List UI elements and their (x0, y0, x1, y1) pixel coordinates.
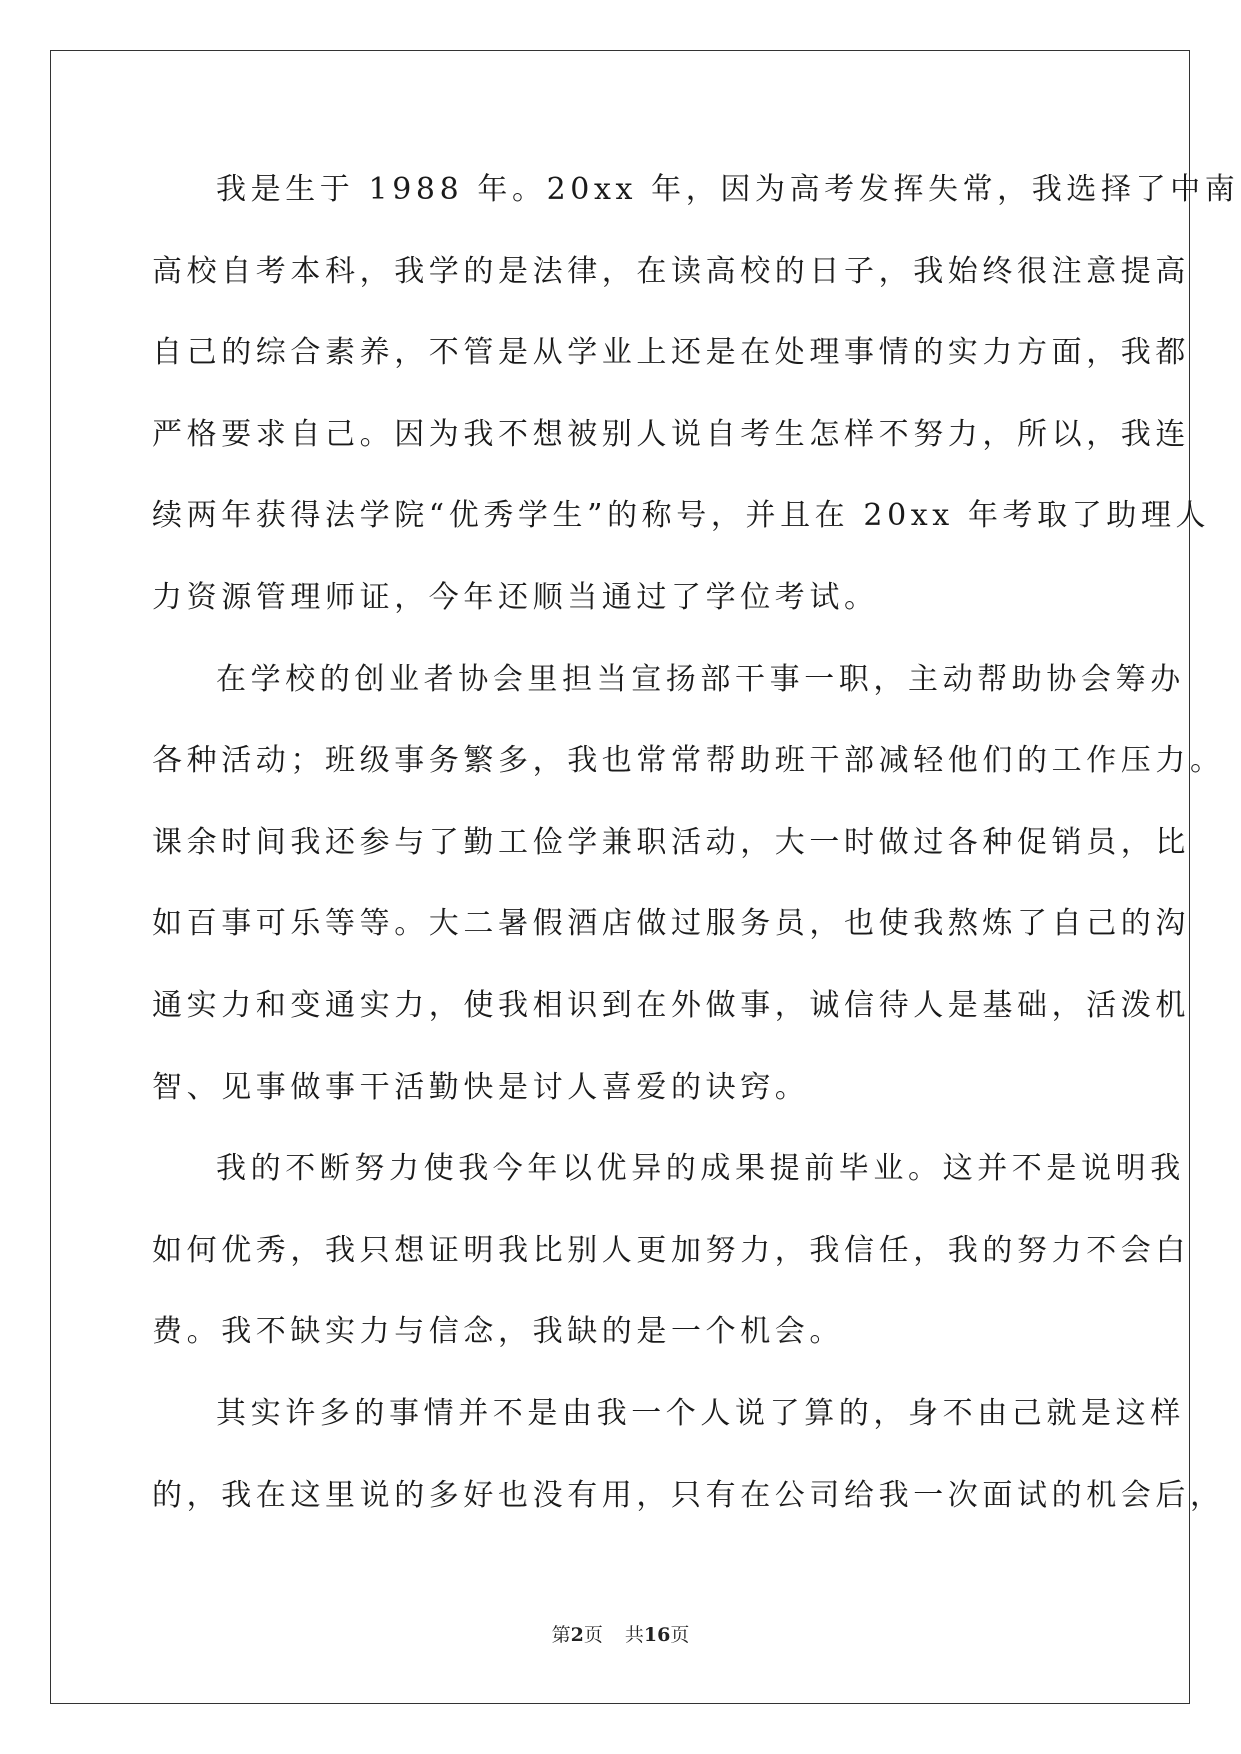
text-line: 如百事可乐等等。大二暑假酒店做过服务员，也使我熬炼了自己的沟 (152, 906, 1190, 942)
document-body (152, 160, 1240, 1547)
text-line: 严格要求自己。因为我不想被别人说自考生怎样不努力，所以，我连 (152, 416, 1190, 452)
text-line: 我的不断努力使我今年以优异的成果提前毕业。这并不是说明我 (216, 1151, 1185, 1187)
text-line: 费。我不缺实力与信念，我缺的是一个机会。 (152, 1314, 844, 1350)
text-line: 高校自考本科，我学的是法律，在读高校的日子，我始终很注意提高 (152, 253, 1190, 289)
text-line: 的，我在这里说的多好也没有用，只有在公司给我一次面试的机会后， (152, 1477, 1225, 1513)
text-line: 如何优秀，我只想证明我比别人更加努力，我信任，我的努力不会白 (152, 1232, 1190, 1268)
text-line: 通实力和变通实力，使我相识到在外做事，诚信待人是基础，活泼机 (152, 987, 1190, 1023)
text-line: 我是生于 1988 年。20xx 年，因为高考发挥失常，我选择了中南 (216, 172, 1240, 207)
text-line: 续两年获得法学院“优秀学生”的称号，并且在 20xx 年考取了助理人 (152, 498, 1211, 534)
page-prefix: 第 (551, 1624, 571, 1646)
page-suffix: 页 (583, 1624, 603, 1646)
total-prefix: 共 (624, 1624, 644, 1646)
page-total: 16 (643, 1624, 671, 1646)
text-line: 各种活动；班级事务繁多，我也常常帮助班干部减轻他们的工作压力。 (152, 743, 1225, 779)
page-footer (0, 1623, 1241, 1647)
text-line: 自己的综合素养，不管是从学业上还是在处理事情的实力方面，我都 (152, 335, 1190, 371)
text-line: 在学校的创业者协会里担当宣扬部干事一职，主动帮助协会筹办 (216, 661, 1185, 697)
text-line: 智、见事做事干活勤快是讨人喜爱的诀窍。 (152, 1069, 810, 1105)
text-line: 力资源管理师证，今年还顺当通过了学位考试。 (152, 579, 879, 615)
text-line: 课余时间我还参与了勤工俭学兼职活动，大一时做过各种促销员，比 (152, 824, 1190, 860)
text-line: 其实许多的事情并不是由我一个人说了算的，身不由己就是这样 (216, 1395, 1185, 1431)
page-current: 2 (570, 1624, 584, 1646)
total-suffix: 页 (670, 1624, 690, 1646)
